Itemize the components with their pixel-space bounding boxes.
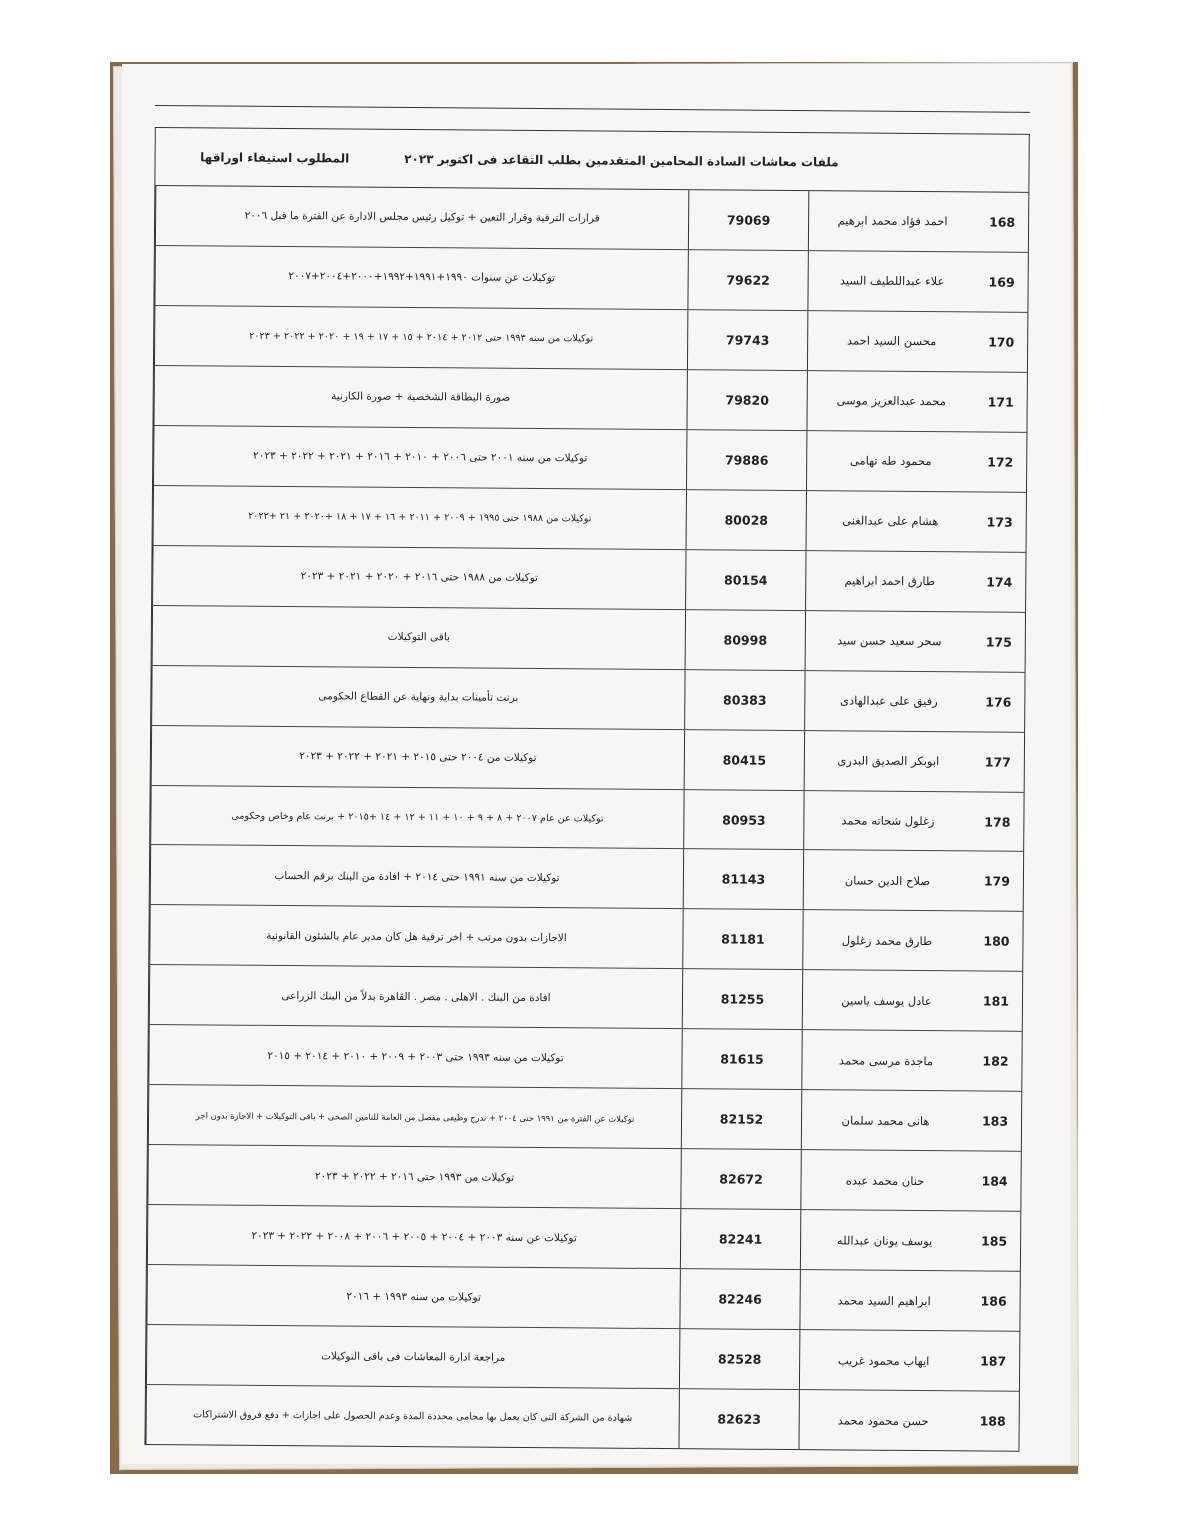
lawyer-name: صلاح الدين حسان xyxy=(803,851,971,911)
table-row xyxy=(155,186,1028,253)
required-documents: توكيلات من ١٩٩٣ حتى ٢٠١٦ + ٢٠٢٢ + ٢٠٢٣ xyxy=(147,1145,680,1208)
required-documents: افادة من البنك . الاهلى . مصر . القاهرة بدلاً من البنك الزراعى xyxy=(149,965,682,1028)
lawyer-name: عادل يوسف ياسين xyxy=(802,971,970,1031)
row-number: 186 xyxy=(980,1293,1007,1309)
required-documents: توكيلات من سنه ١٩٩١ حتى ٢٠١٤ + افادة من البنك برقم الحساب xyxy=(150,845,683,908)
table-row xyxy=(153,426,1026,493)
row-number: 180 xyxy=(983,933,1010,950)
lawyer-name: هشام على عبدالغنى xyxy=(806,491,974,551)
lawyer-name: طارق احمد ابراهيم xyxy=(805,551,973,611)
lawyer-name: زغلول شحاته محمد xyxy=(803,791,971,851)
lawyer-name: محسن السيد احمد xyxy=(807,311,975,371)
required-documents: توكيلات من سنه ١٩٩٣ حتى ٢٠٠٣ + ٢٠٠٩ + ٢٠١٠ + ٢٠١٤ + ٢٠١٥ xyxy=(148,1025,681,1088)
member-id: 82241 xyxy=(680,1209,800,1269)
table-row xyxy=(153,486,1026,553)
table-row xyxy=(148,1025,1021,1092)
table-row xyxy=(146,1325,1019,1392)
required-documents: توكيلات من ٢٠٠٤ حتى ٢٠١٥ + ٢٠٢١ + ٢٠٢٢ + ٢٠٢٣ xyxy=(151,726,684,789)
row-number: 177 xyxy=(984,754,1011,770)
lawyer-name: محمد عبدالعزيز موسى xyxy=(806,371,974,431)
row-number: 169 xyxy=(988,274,1015,290)
document xyxy=(144,105,1029,1452)
member-id: 79886 xyxy=(686,430,806,490)
row-number: 170 xyxy=(988,334,1015,350)
member-id: 82528 xyxy=(679,1329,799,1389)
table-row xyxy=(150,786,1023,853)
required-documents: توكيلات عن عام ٢٠٠٧ + ٨ + ٩ + ١٠ + ١١ + ١٢ + ١٤ +٢٠١٥ + برنت عام وخاص وحكومى xyxy=(150,786,683,849)
member-id: 82672 xyxy=(680,1149,800,1209)
member-id: 80953 xyxy=(683,790,803,850)
row-number: 185 xyxy=(980,1233,1008,1249)
table-row xyxy=(148,1085,1021,1152)
table-row xyxy=(146,1265,1019,1332)
table-row xyxy=(154,306,1027,373)
row-number: 168 xyxy=(989,214,1016,230)
document-title: ملفات معاشات السادة المحامين المتقدمين بطلب التقاعد فى اكتوبر ٢٠٢٣ xyxy=(404,151,839,169)
required-documents: الاجازات بدون مرتب + اخر ترقية هل كان مدير عام بالشئون القانونية xyxy=(149,905,682,968)
table-row xyxy=(154,246,1027,313)
required-documents: توكيلات من سنه ٢٠٠١ حتى ٢٠٠٦ + ٢٠١٠ + ٢٠١٦ + ٢٠٢١ + ٢٠٢٢ + ٢٠٢٣ xyxy=(153,426,686,489)
row-number: 178 xyxy=(984,814,1011,830)
lawyer-name: هانى محمد سلمان xyxy=(801,1090,969,1150)
lawyer-name: رفيق على عبدالهادى xyxy=(804,671,972,731)
required-documents: صورة البطاقة الشخصية + صورة الكارنية xyxy=(153,366,686,429)
member-id: 80028 xyxy=(686,490,806,550)
table-row xyxy=(151,726,1024,793)
pensions-table xyxy=(144,127,1029,1452)
member-id: 82152 xyxy=(681,1089,801,1149)
table-row xyxy=(147,1205,1020,1272)
lawyer-name: احمد فؤاد محمد ابرهيم xyxy=(808,191,976,251)
required-documents: باقى التوكيلات xyxy=(152,606,685,669)
required-documents: توكيلات عن سنه ٢٠٠٣ + ٢٠٠٤ + ٢٠٠٥ + ٢٠٠٦ + ٢٠٠٨ + ٢٠٢٢ + ٢٠٢٣ xyxy=(147,1205,680,1268)
row-number: 174 xyxy=(986,574,1013,590)
table-header xyxy=(155,128,1028,193)
row-number: 184 xyxy=(981,1173,1008,1189)
row-number: 171 xyxy=(987,394,1014,410)
member-id: 80998 xyxy=(685,610,805,670)
lawyer-name: ماجدة مرسى محمد xyxy=(801,1030,969,1090)
lawyer-name: ابوبكر الصديق البدرى xyxy=(804,731,972,791)
required-documents: شهادة من الشركة التى كان يعمل بها محامى محددة المدة وعدم الحصول على اجازات + دفع فروق الاشتراكات xyxy=(145,1385,678,1448)
table-row xyxy=(147,1145,1020,1212)
required-documents: توكيلات من سنه ١٩٩٣ + ٢٠١٦ xyxy=(146,1265,679,1328)
member-id: 79622 xyxy=(687,250,807,310)
row-number: 179 xyxy=(983,873,1011,890)
table-row xyxy=(151,666,1024,733)
required-documents: توكيلات من ١٩٨٨ حتى ١٩٩٥ + ٢٠٠٩ + ٢٠١١ + ١٦ + ١٧ + ١٨ +٢٠٢٠ + ٢١ +٢٠٢٢ xyxy=(153,486,686,549)
member-id: 81615 xyxy=(681,1030,801,1090)
member-id: 81181 xyxy=(682,910,802,970)
row-number: 176 xyxy=(985,694,1012,710)
row-number: 188 xyxy=(979,1413,1006,1429)
lawyer-name: محمود طه تهامى xyxy=(806,431,974,491)
row-number: 173 xyxy=(986,514,1013,530)
required-documents: توكيلات عن الفترة من ١٩٩١ حتى ٢٠٠٤ + تدرج وظيفى مفصل من العامة للتامين الصحى + باقى التوكيلات + الاجازة بدون اجر xyxy=(148,1085,681,1148)
member-id: 80415 xyxy=(684,730,804,790)
row-number: 182 xyxy=(982,1053,1009,1070)
table-row xyxy=(145,1385,1018,1451)
lawyer-name: ايهاب محمود غريب xyxy=(799,1330,967,1390)
row-number: 172 xyxy=(987,454,1014,470)
row-number: 187 xyxy=(980,1353,1007,1369)
member-id: 81143 xyxy=(683,850,803,910)
member-id: 80154 xyxy=(685,550,805,610)
lawyer-name: يوسف يونان عبدالله xyxy=(800,1210,968,1270)
required-documents: مراجعة ادارة المعاشات فى باقى التوكيلات xyxy=(146,1325,679,1388)
table-row xyxy=(152,606,1025,673)
document-subtitle: المطلوب استيفاء اوراقها xyxy=(200,149,350,166)
member-id: 79820 xyxy=(686,370,806,430)
table-row xyxy=(149,965,1022,1032)
member-id: 80383 xyxy=(684,670,804,730)
member-id: 79069 xyxy=(688,190,808,250)
table-row xyxy=(153,366,1026,433)
table-row xyxy=(152,546,1025,613)
required-documents: قرارات الترقية وقرار التعين + توكيل رئيس مجلس الادارة عن الفترة ما قبل ٢٠٠٦ xyxy=(155,186,688,249)
row-number: 181 xyxy=(982,993,1010,1010)
required-documents: توكيلات من سنه ١٩٩٣ حتى ٢٠١٢ + ٢٠١٤ + ١٥ + ١٧ + ١٩ + ٢٠٢٠ + ٢٠٢٢ + ٢٠٢٣ xyxy=(154,306,687,369)
member-id: 82623 xyxy=(678,1389,798,1449)
required-documents: توكيلات من ١٩٨٨ حتى ٢٠١٦ + ٢٠٢٠ + ٢٠٢١ + ٢٠٢٣ xyxy=(152,546,685,609)
member-id: 79743 xyxy=(687,310,807,370)
lawyer-name: سحر سعيد حسن سيد xyxy=(805,611,973,671)
table-body xyxy=(145,186,1028,1451)
lawyer-name: ابراهيم السيد محمد xyxy=(799,1270,967,1330)
lawyer-name: علاء عبداللطيف السيد xyxy=(807,251,975,311)
lawyer-name: حسن محمود محمد xyxy=(798,1390,966,1450)
table-row xyxy=(149,905,1022,972)
member-id: 82246 xyxy=(679,1269,799,1329)
table-row xyxy=(150,845,1023,912)
required-documents: برنت تأمينات بداية ونهاية عن القطاع الحكومى xyxy=(151,666,684,729)
lawyer-name: حنان محمد عبده xyxy=(800,1150,968,1210)
member-id: 81255 xyxy=(682,970,802,1030)
row-number: 183 xyxy=(981,1113,1009,1129)
required-documents: توكيلات عن سنوات ١٩٩٠+١٩٩١+١٩٩٢+٢٠٠٠+٢٠٠٤+٢٠٠٧ xyxy=(154,246,687,309)
row-number: 175 xyxy=(985,634,1012,650)
lawyer-name: طارق محمد زغلول xyxy=(802,911,970,971)
